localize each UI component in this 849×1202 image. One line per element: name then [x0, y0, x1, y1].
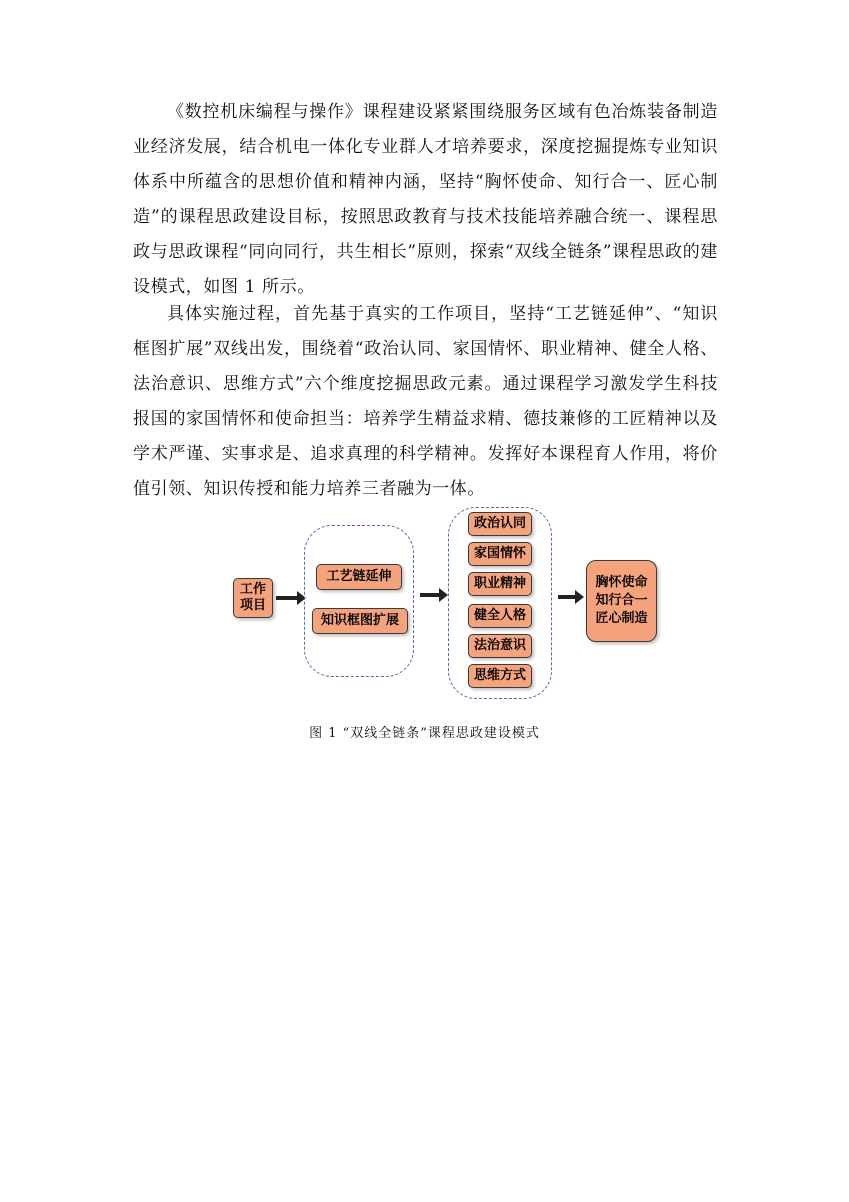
arrow-middle [420, 593, 442, 597]
dimension-box: 家国情怀 [468, 542, 532, 566]
paragraph-2: 具体实施过程，首先基于真实的工作项目，坚持“工艺链延伸”、“知识框图扩展”双线出发，围绕着“政治认同、家国情怀、职业精神、健全人格、法治意识、思维方式”六个维度挖掘思政元素。通过课程学习激发学生科技报国的家国情怀和使命担当：培养学生精益求精、德技兼修的工匠精神以及学术严谨、实事求是、追求真理的科学精神。发挥好本课程育人作用，将价值引领、知识传授和能力培养三者融为一体。 [133, 304, 718, 499]
paragraph-1: 《数控机床编程与操作》课程建设紧紧围绕服务区域有色冶炼装备制造业经济发展，结合机电一体化专业群人才培养要求，深度挖掘提炼专业知识体系中所蕴含的思想价值和精神内涵，坚持“胸怀使命、知行合一、匠心制造”的课程思政建设目标，按照思政教育与技术技能培养融合统一、课程思政与思政课程“同向同行，共生相长”原则，探索“双线全链条”课程思政的建设模式，如图 1 所示。 [133, 102, 718, 297]
line-box-knowledge: 知识框图扩展 [312, 608, 408, 634]
line-box-process: 工艺链延伸 [316, 564, 402, 590]
dimension-box: 思维方式 [468, 664, 532, 688]
arrow-start [276, 596, 300, 600]
arrow-end [558, 595, 578, 599]
start-box: 工作 项目 [233, 578, 273, 618]
dual-line-group [304, 525, 414, 677]
figure-caption: 图 1 “双线全链条”课程思政建设模式 [309, 726, 540, 741]
dimension-box: 政治认同 [468, 512, 532, 536]
dimension-box: 健全人格 [468, 604, 532, 628]
dimension-group [448, 507, 552, 699]
goal-box: 胸怀使命 知行合一 匠心制造 [586, 560, 657, 642]
dimension-box: 职业精神 [468, 572, 532, 596]
dimension-box: 法治意识 [468, 634, 532, 658]
